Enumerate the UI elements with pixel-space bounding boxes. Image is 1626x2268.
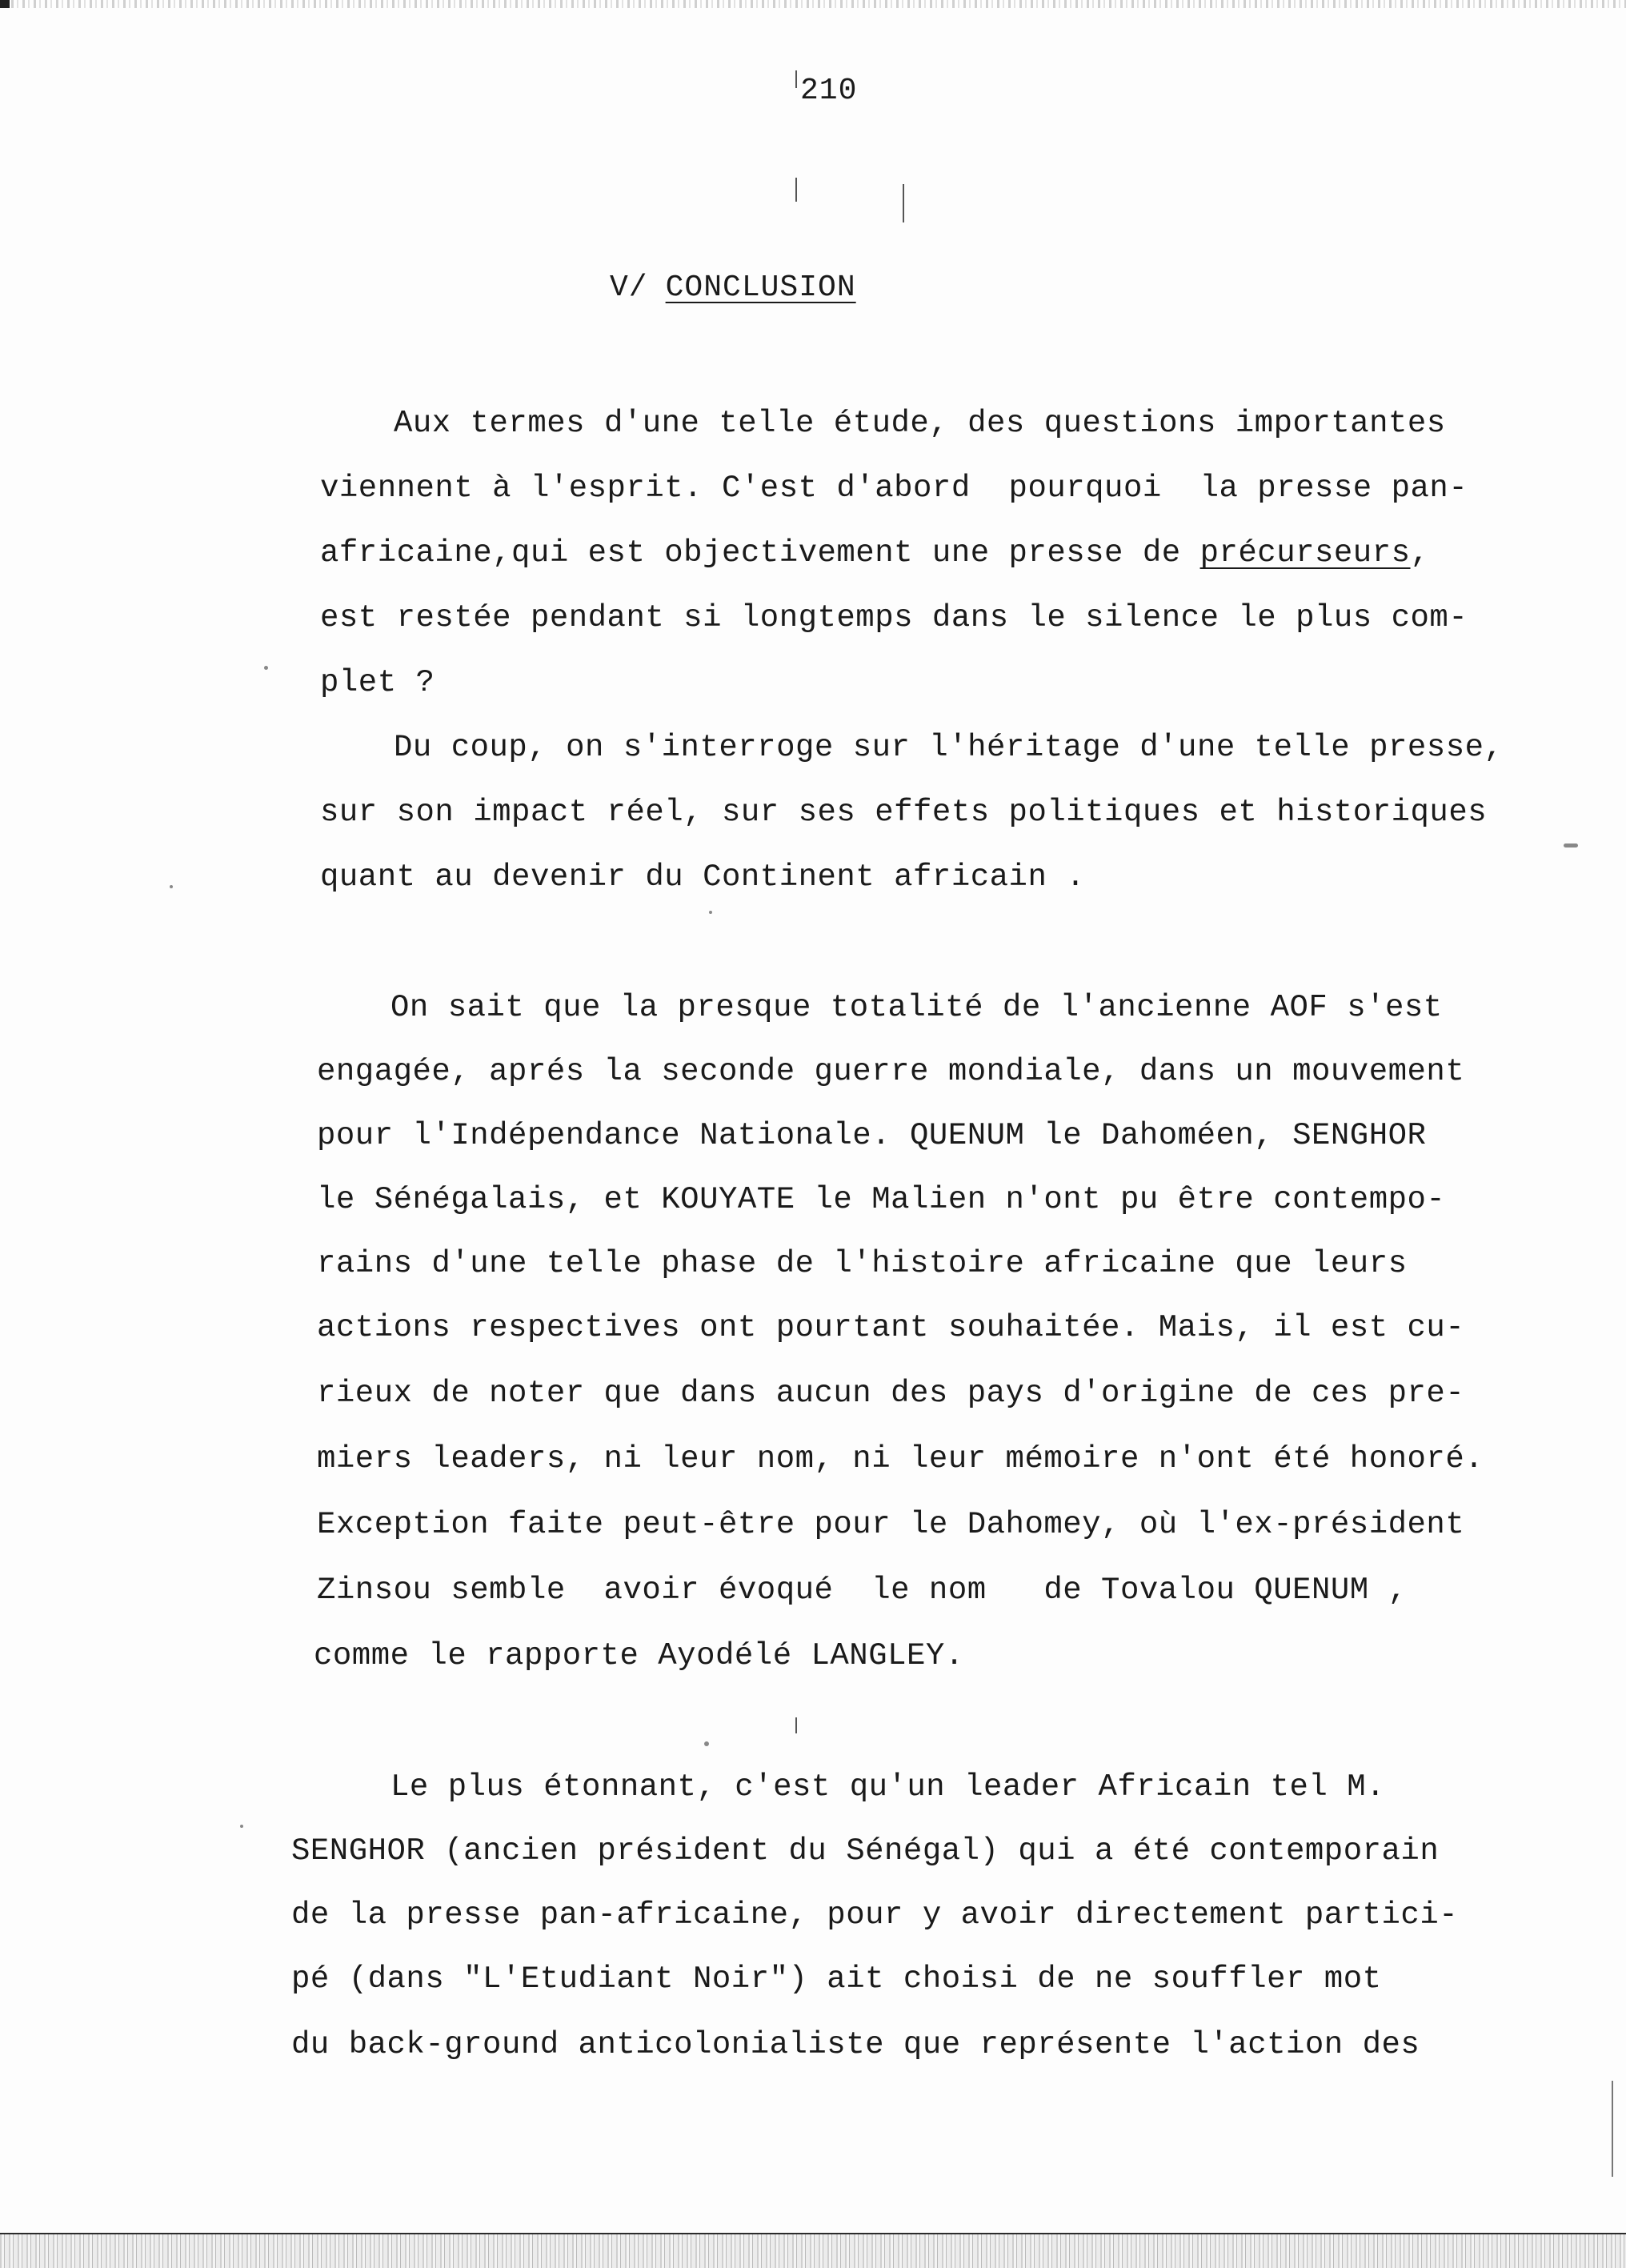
text-line: SENGHOR (ancien président du Sénégal) qui a été contemporain <box>291 1833 1440 1869</box>
section-heading <box>610 270 856 305</box>
scan-mark <box>795 178 797 202</box>
page-number: 210 <box>800 74 858 108</box>
text-line <box>320 535 1430 571</box>
text-line: rains d'une telle phase de l'histoire africaine que leurs <box>317 1246 1408 1281</box>
section-number: V/ <box>610 270 648 305</box>
scan-speck <box>1564 843 1578 847</box>
text-line: actions respectives ont pourtant souhaitée. Mais, il est cu- <box>317 1310 1465 1345</box>
text-line: plet ? <box>320 665 435 700</box>
section-title: CONCLUSION <box>665 270 856 305</box>
text-line: pé (dans "L'Etudiant Noir") ait choisi de ne souffler mot <box>291 1961 1382 1997</box>
scan-speck <box>264 666 268 670</box>
text-line: miers leaders, ni leur nom, ni leur mémoire n'ont été honoré. <box>317 1441 1484 1477</box>
scan-mark <box>795 70 797 88</box>
scan-mark <box>1612 2081 1613 2177</box>
text-segment: africaine,qui est objectivement une presse de <box>320 535 1200 571</box>
text-line: viennent à l'esprit. C'est d'abord pourquoi la presse pan- <box>320 471 1468 506</box>
underlined-word: précurseurs <box>1199 535 1411 571</box>
text-line: On sait que la presque totalité de l'ancienne AOF s'est <box>390 990 1443 1025</box>
text-line: Du coup, on s'interroge sur l'héritage d'une telle presse, <box>394 730 1504 765</box>
scan-speck <box>704 1741 709 1746</box>
text-line: Exception faite peut-être pour le Dahomey, où l'ex-président <box>317 1507 1465 1542</box>
text-line: Le plus étonnant, c'est qu'un leader Africain tel M. <box>390 1769 1385 1805</box>
text-line: le Sénégalais, et KOUYATE le Malien n'ont pu être contempo- <box>317 1182 1446 1217</box>
text-line: engagée, aprés la seconde guerre mondiale, dans un mouvement <box>317 1054 1465 1089</box>
scan-speck <box>240 1825 243 1828</box>
scan-edge-bottom <box>0 2233 1626 2268</box>
text-line: quant au devenir du Continent africain . <box>320 860 1086 895</box>
text-line: est restée pendant si longtemps dans le silence le plus com- <box>320 600 1468 635</box>
scan-mark <box>903 184 904 222</box>
text-line: Zinsou semble avoir évoqué le nom de Tovalou QUENUM , <box>317 1573 1408 1608</box>
text-line: du back-ground anticolonialiste que représente l'action des <box>291 2027 1420 2062</box>
text-line: de la presse pan-africaine, pour y avoir directement partici- <box>291 1897 1459 1933</box>
text-segment: , <box>1410 535 1430 571</box>
text-line: rieux de noter que dans aucun des pays d'origine de ces pre- <box>317 1376 1465 1411</box>
scan-speck <box>709 911 712 914</box>
scan-mark <box>795 1717 797 1733</box>
text-line: comme le rapporte Ayodélé LANGLEY. <box>314 1638 964 1673</box>
text-line: Aux termes d'une telle étude, des questions importantes <box>394 406 1446 441</box>
text-line: pour l'Indépendance Nationale. QUENUM le Dahoméen, SENGHOR <box>317 1118 1427 1153</box>
scan-speck <box>170 885 173 888</box>
scan-edge-top <box>0 0 1626 8</box>
scan-corner-mark <box>0 0 10 8</box>
text-line: sur son impact réel, sur ses effets politiques et historiques <box>320 795 1488 830</box>
